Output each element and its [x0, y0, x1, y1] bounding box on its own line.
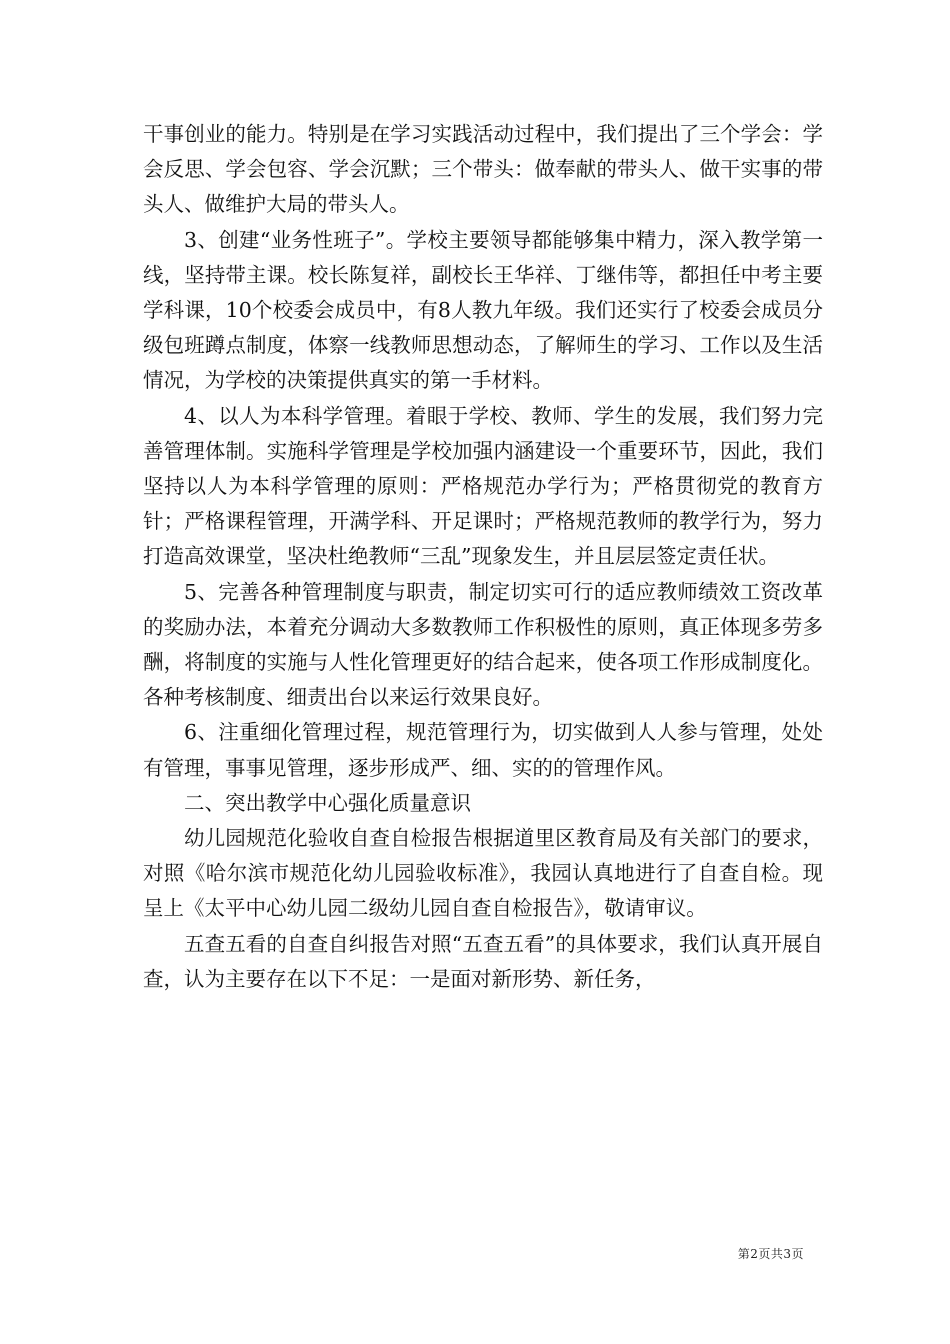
paragraph-continuation: 干事创业的能力。特别是在学习实践活动过程中，我们提出了三个学会：学会反思、学会包容、学会沉默；三个带头：做奉献的带头人、做干实事的带头人、做维护大局的带头人。 — [143, 122, 823, 217]
paragraph-item-3: 3、创建“业务性班子”。学校主要领导都能够集中精力，深入教学第一线，坚持带主课。校长陈复祥，副校长王华祥、丁继伟等，都担任中考主要学科课，10个校委会成员中，有8人教九年级。我们还实行了校委会成员分级包班蹲点制度，体察一线教师思想动态，了解师生的学习、工作以及生活情况，为学校的决策提供真实的第一手材料。 — [143, 227, 823, 393]
page-number: 第2页共3页 — [737, 1247, 804, 1261]
paragraph-kindergarten-report: 幼儿园规范化验收自查自检报告根据道里区教育局及有关部门的要求，对照《哈尔滨市规范化幼儿园验收标准》，我园认真地进行了自查自检。现呈上《太平中心幼儿园二级幼儿园自查自检报告》，敬请审议。 — [143, 826, 823, 921]
paragraph-item-5: 5、完善各种管理制度与职责，制定切实可行的适应教师绩效工资改革的奖励办法，本着充分调动大多数教师工作积极性的原则，真正体现多劳多酬，将制度的实施与人性化管理更好的结合起来，使各项工作形成制度化。各种考核制度、细责出台以来运行效果良好。 — [143, 579, 823, 710]
document-body — [143, 117, 823, 997]
section-heading: 二、突出教学中心强化质量意识 — [184, 790, 471, 815]
paragraph-item-4: 4、以人为本科学管理。着眼于学校、教师、学生的发展，我们努力完善管理体制。实施科学管理是学校加强内涵建设一个重要环节，因此，我们坚持以人为本科学管理的原则：严格规范办学行为；严格贯彻党的教育方针；严格课程管理，开满学科、开足课时；严格规范教师的教学行为，努力打造高效课堂，坚决杜绝教师“三乱”现象发生，并且层层签定责任状。 — [143, 403, 823, 569]
paragraph-item-6: 6、注重细化管理过程，规范管理行为，切实做到人人参与管理，处处有管理，事事见管理，逐步形成严、细、实的的管理作风。 — [143, 720, 823, 780]
paragraph-self-check-report: 五查五看的自查自纠报告对照“五查五看”的具体要求，我们认真开展自查，认为主要存在以下不足：一是面对新形势、新任务， — [143, 931, 823, 991]
